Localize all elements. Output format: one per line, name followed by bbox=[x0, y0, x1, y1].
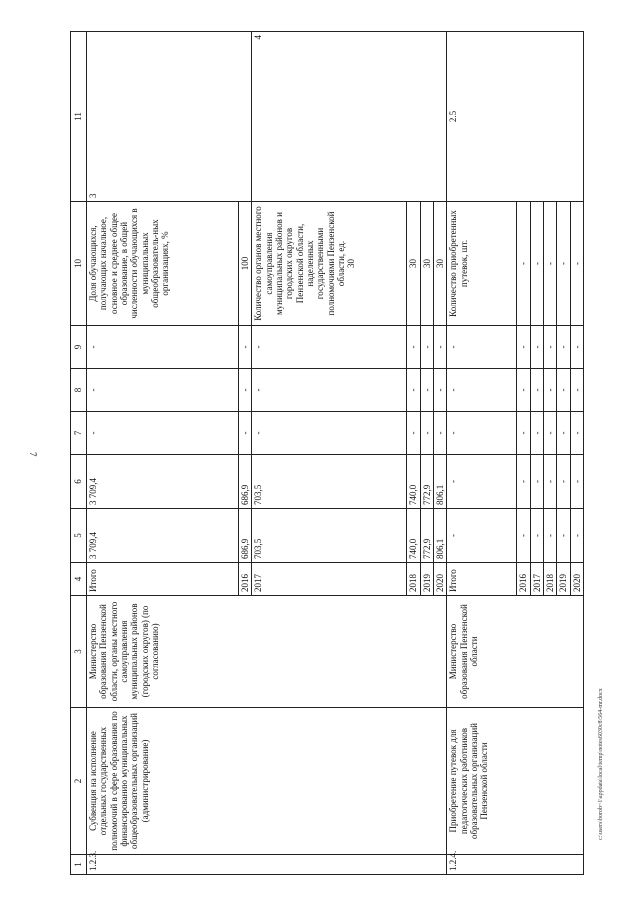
value-c9: - bbox=[420, 326, 433, 369]
value-c8: - bbox=[407, 369, 420, 412]
col-header-9: 9 bbox=[71, 326, 87, 369]
col-header-5: 5 bbox=[71, 509, 87, 563]
value-c5: - bbox=[517, 509, 530, 563]
value-c6: 686,9 bbox=[239, 455, 252, 509]
year: 2019 bbox=[557, 563, 570, 596]
indicator-value: 30 bbox=[420, 202, 433, 326]
year: 2020 bbox=[570, 563, 583, 596]
value-c5: 772,9 bbox=[420, 509, 433, 563]
value-c5: 703,5 bbox=[252, 509, 407, 563]
year: 2016 bbox=[517, 563, 530, 596]
col-header-6: 6 bbox=[71, 455, 87, 509]
value-c6: - bbox=[447, 455, 517, 509]
col-header-2: 2 bbox=[71, 708, 87, 855]
value-c9: - bbox=[434, 326, 447, 369]
value-c5: 686,9 bbox=[239, 509, 252, 563]
value-c8: - bbox=[517, 369, 530, 412]
col-header-11: 11 bbox=[71, 32, 87, 202]
value-c5: 3 709,4 bbox=[87, 509, 239, 563]
value-c8: - bbox=[87, 369, 239, 412]
year: 2020 bbox=[434, 563, 447, 596]
value-c7: - bbox=[530, 412, 543, 455]
col-header-10: 10 bbox=[71, 202, 87, 326]
year: 2019 bbox=[420, 563, 433, 596]
value-c7: - bbox=[517, 412, 530, 455]
value-c7: - bbox=[252, 412, 407, 455]
value-c5: - bbox=[544, 509, 557, 563]
value-c7: - bbox=[570, 412, 583, 455]
indicator-value: 30 bbox=[346, 259, 357, 268]
value-c6: 806,1 bbox=[434, 455, 447, 509]
task-number: 3 bbox=[87, 32, 252, 202]
value-c7: - bbox=[544, 412, 557, 455]
value-c8: - bbox=[434, 369, 447, 412]
indicator-name: Количество приобретенных путевок, шт. bbox=[447, 202, 517, 326]
indicator-name-text: Количество органов местного самоуправления муниципальных районов и городских округов Пензенской области, наделенных государственными полномочиями Пензенской области, ед. bbox=[253, 206, 347, 321]
column-numbers-row bbox=[71, 32, 87, 875]
value-c6: 740,0 bbox=[407, 455, 420, 509]
measures-table bbox=[70, 31, 584, 875]
year: 2018 bbox=[407, 563, 420, 596]
value-c9: - bbox=[239, 326, 252, 369]
value-c6: - bbox=[530, 455, 543, 509]
value-c7: - bbox=[87, 412, 239, 455]
value-c7: - bbox=[420, 412, 433, 455]
period-label: Итого bbox=[447, 563, 517, 596]
table-row bbox=[447, 32, 517, 875]
value-c8: - bbox=[544, 369, 557, 412]
col-header-7: 7 bbox=[71, 412, 87, 455]
value-c6: 3 709,4 bbox=[87, 455, 239, 509]
indicator-value: - bbox=[557, 202, 570, 326]
document-table-rotated bbox=[70, 32, 584, 875]
executor: Министерство образования Пензенской области, органы местного самоуправления муниципальных районов (городских округов) (по согласованию) bbox=[87, 596, 447, 708]
value-c9: - bbox=[570, 326, 583, 369]
year: 2016 bbox=[239, 563, 252, 596]
indicator-value: 30 bbox=[407, 202, 420, 326]
year: 2018 bbox=[544, 563, 557, 596]
value-c6: 772,9 bbox=[420, 455, 433, 509]
value-c8: - bbox=[570, 369, 583, 412]
value-c9: - bbox=[517, 326, 530, 369]
value-c7: - bbox=[239, 412, 252, 455]
year: 2017 bbox=[530, 563, 543, 596]
indicator-value: 30 bbox=[434, 202, 447, 326]
value-c8: - bbox=[530, 369, 543, 412]
value-c9: - bbox=[252, 326, 407, 369]
value-c5: - bbox=[570, 509, 583, 563]
value-c8: - bbox=[447, 369, 517, 412]
value-c9: - bbox=[544, 326, 557, 369]
value-c8: - bbox=[239, 369, 252, 412]
value-c5: 806,1 bbox=[434, 509, 447, 563]
indicator-name bbox=[252, 202, 407, 326]
value-c6: - bbox=[517, 455, 530, 509]
row-number: 1.2.4. bbox=[447, 855, 584, 875]
indicator-value: - bbox=[530, 202, 543, 326]
value-c9: - bbox=[407, 326, 420, 369]
col-header-8: 8 bbox=[71, 369, 87, 412]
value-c6: - bbox=[570, 455, 583, 509]
value-c9: - bbox=[530, 326, 543, 369]
value-c5: 740,0 bbox=[407, 509, 420, 563]
value-c6: 703,5 bbox=[252, 455, 407, 509]
value-c6: - bbox=[557, 455, 570, 509]
value-c9: - bbox=[557, 326, 570, 369]
table-row bbox=[87, 32, 239, 875]
indicator-value: - bbox=[517, 202, 530, 326]
value-c7: - bbox=[557, 412, 570, 455]
measure-name: Субвенция на исполнение отдельных государственных полномочий в сфере образования по финансированию муниципальных общеобразовательных организаций (администрирование) bbox=[87, 708, 447, 855]
col-header-1: 1 bbox=[71, 855, 87, 875]
value-c8: - bbox=[420, 369, 433, 412]
value-c5: - bbox=[557, 509, 570, 563]
value-c5: - bbox=[447, 509, 517, 563]
indicator-value: 100 bbox=[239, 202, 252, 326]
value-c8: - bbox=[252, 369, 407, 412]
period-label: Итого bbox=[87, 563, 239, 596]
row-number: 1.2.3. bbox=[87, 855, 447, 875]
task-number: 2.5 bbox=[447, 32, 584, 202]
value-c7: - bbox=[447, 412, 517, 455]
value-c5: - bbox=[530, 509, 543, 563]
executor: Министерство образования Пензенской области bbox=[447, 596, 584, 708]
year: 2017 bbox=[252, 563, 407, 596]
indicator-value: - bbox=[544, 202, 557, 326]
page-number: 7 bbox=[28, 452, 38, 457]
value-c7: - bbox=[407, 412, 420, 455]
value-c8: - bbox=[557, 369, 570, 412]
value-c6: - bbox=[544, 455, 557, 509]
value-c7: - bbox=[434, 412, 447, 455]
indicator-name: Доля обучающихся, получающих начальное, основное и среднее общее образование, в общей численности обучающихся в муниципальных общеобразователь-ных организациях, % bbox=[87, 202, 239, 326]
measure-name: Приобретение путевок для педагогических работников образовательных организаций Пензенской области bbox=[447, 708, 584, 855]
col-header-3: 3 bbox=[71, 596, 87, 708]
value-c9: - bbox=[87, 326, 239, 369]
task-number: 4 bbox=[252, 32, 447, 202]
footer-file-path: c:\users\borob~1\appdata\local\temp\notes6030c8\564-mr.docx bbox=[598, 688, 604, 840]
col-header-4: 4 bbox=[71, 563, 87, 596]
indicator-value: - bbox=[570, 202, 583, 326]
value-c9: - bbox=[447, 326, 517, 369]
